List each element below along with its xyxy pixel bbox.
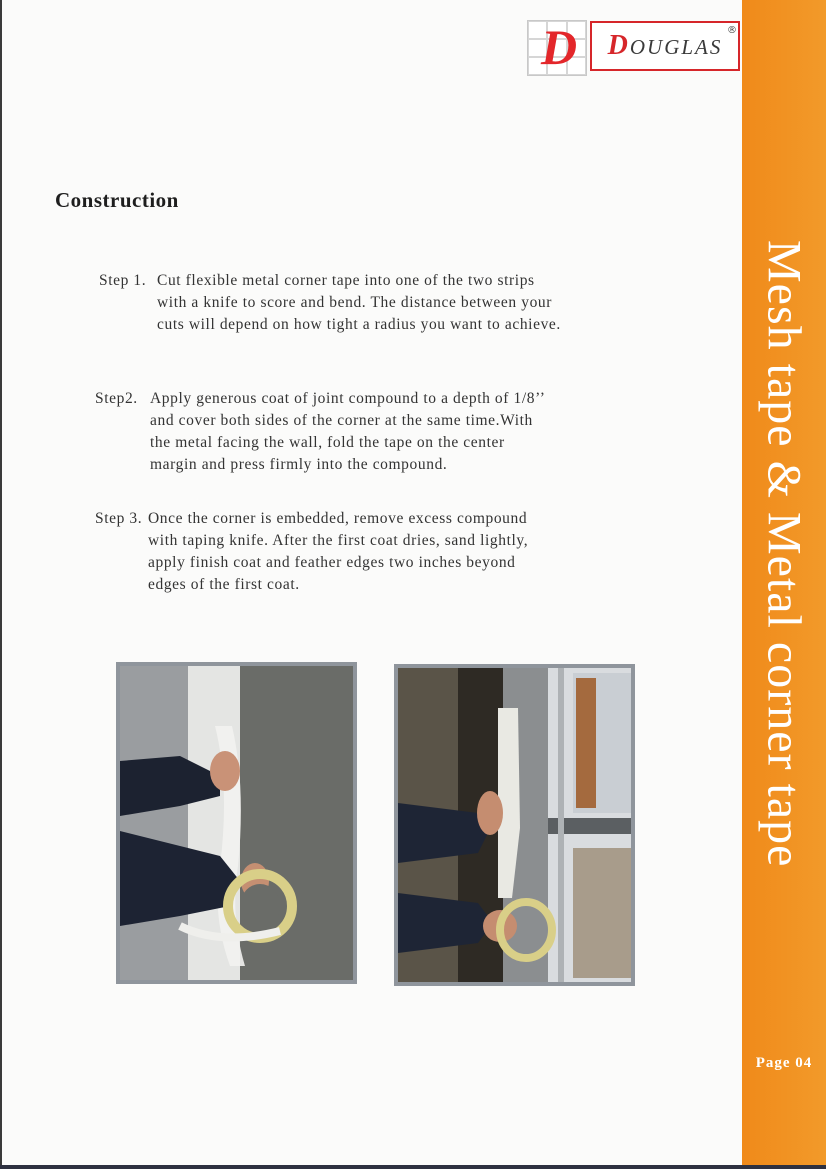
photo-applying-tape-corner <box>116 662 357 984</box>
step-label: Step 1. <box>99 272 147 289</box>
step-text: Apply generous coat of joint compound to a depth of 1/8’’ and cover both sides of the corner at the same time.With the metal facing the wall, fold the tape on the center margin and press firmly into the compound. <box>150 390 546 473</box>
step-label: Step 3. <box>95 510 143 527</box>
registered-mark: ® <box>727 25 737 36</box>
photo-applying-tape-window <box>394 664 635 986</box>
page-edge-bottom <box>0 1165 826 1169</box>
section-heading: Construction <box>55 188 179 212</box>
page-edge-left <box>0 0 2 1169</box>
brand-logo <box>590 21 740 71</box>
brand-name: DOUGLAS <box>607 30 723 61</box>
page-number: Page 04 <box>755 1055 813 1071</box>
step-label: Step2. <box>95 390 138 407</box>
side-band <box>742 0 826 1165</box>
step-text: Once the corner is embedded, remove excess compound with taping knife. After the first coat dries, sand lightly, apply finish coat and feather edges two inches beyond edges of the first coat. <box>148 510 529 593</box>
logo-d-mark: D <box>540 19 578 75</box>
step-text: Cut flexible metal corner tape into one of the two strips with a knife to score and bend. The distance between your cuts will depend on how tight a radius you want to achieve. <box>157 272 561 333</box>
side-title: Mesh tape & Metal corner tape <box>757 240 811 868</box>
